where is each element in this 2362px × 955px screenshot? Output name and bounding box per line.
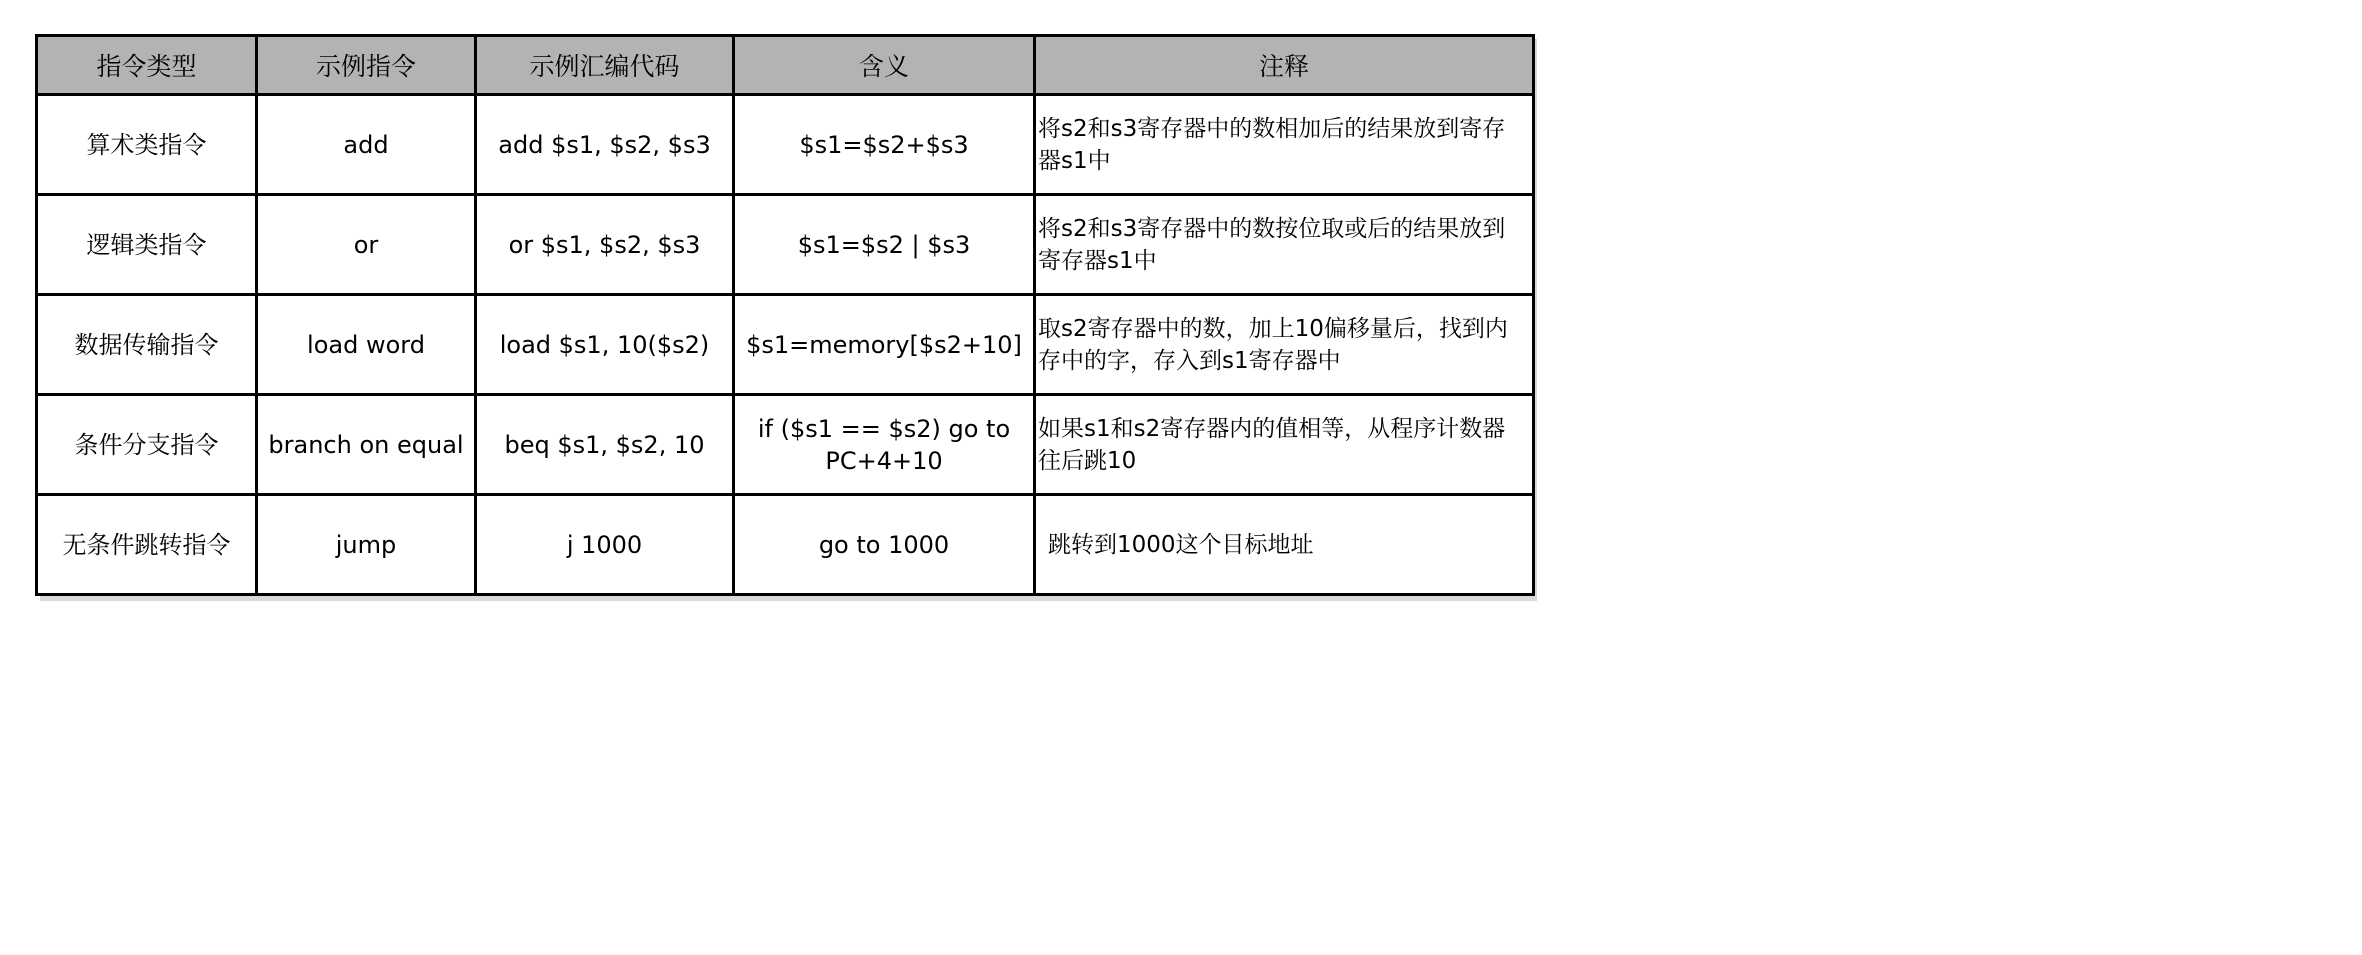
header-example-assembly: 示例汇编代码 <box>476 36 734 95</box>
table-row <box>37 195 1534 295</box>
cell-example-assembly: load $s1, 10($s2) <box>476 295 734 395</box>
cell-example-instruction: branch on equal <box>257 395 476 495</box>
header-note: 注释 <box>1035 36 1534 95</box>
cell-example-assembly: add $s1, $s2, $s3 <box>476 95 734 195</box>
cell-note: 将s2和s3寄存器中的数相加后的结果放到寄存器s1中 <box>1035 95 1534 195</box>
cell-meaning: $s1=$s2+$s3 <box>734 95 1035 195</box>
cell-meaning: if ($s1 == $s2) go to PC+4+10 <box>734 395 1035 495</box>
instruction-table-container <box>35 34 1532 596</box>
cell-note: 将s2和s3寄存器中的数按位取或后的结果放到寄存器s1中 <box>1035 195 1534 295</box>
cell-instruction-type: 无条件跳转指令 <box>37 495 257 595</box>
header-instruction-type: 指令类型 <box>37 36 257 95</box>
table-row <box>37 495 1534 595</box>
cell-instruction-type: 逻辑类指令 <box>37 195 257 295</box>
cell-note: 取s2寄存器中的数，加上10偏移量后，找到内存中的字，存入到s1寄存器中 <box>1035 295 1534 395</box>
cell-instruction-type: 算术类指令 <box>37 95 257 195</box>
cell-example-instruction: add <box>257 95 476 195</box>
cell-instruction-type: 数据传输指令 <box>37 295 257 395</box>
header-example-instruction: 示例指令 <box>257 36 476 95</box>
cell-example-instruction: or <box>257 195 476 295</box>
table-row <box>37 95 1534 195</box>
cell-meaning: go to 1000 <box>734 495 1035 595</box>
cell-example-assembly: or $s1, $s2, $s3 <box>476 195 734 295</box>
cell-instruction-type: 条件分支指令 <box>37 395 257 495</box>
table-row <box>37 295 1534 395</box>
cell-meaning: $s1=$s2 | $s3 <box>734 195 1035 295</box>
cell-example-assembly: j 1000 <box>476 495 734 595</box>
cell-example-instruction: jump <box>257 495 476 595</box>
table-header-row <box>37 36 1534 95</box>
cell-example-instruction: load word <box>257 295 476 395</box>
cell-example-assembly: beq $s1, $s2, 10 <box>476 395 734 495</box>
cell-note: 跳转到1000这个目标地址 <box>1035 495 1534 595</box>
cell-meaning: $s1=memory[$s2+10] <box>734 295 1035 395</box>
table-row <box>37 395 1534 495</box>
cell-note: 如果s1和s2寄存器内的值相等，从程序计数器往后跳10 <box>1035 395 1534 495</box>
header-meaning: 含义 <box>734 36 1035 95</box>
instruction-table <box>35 34 1535 596</box>
